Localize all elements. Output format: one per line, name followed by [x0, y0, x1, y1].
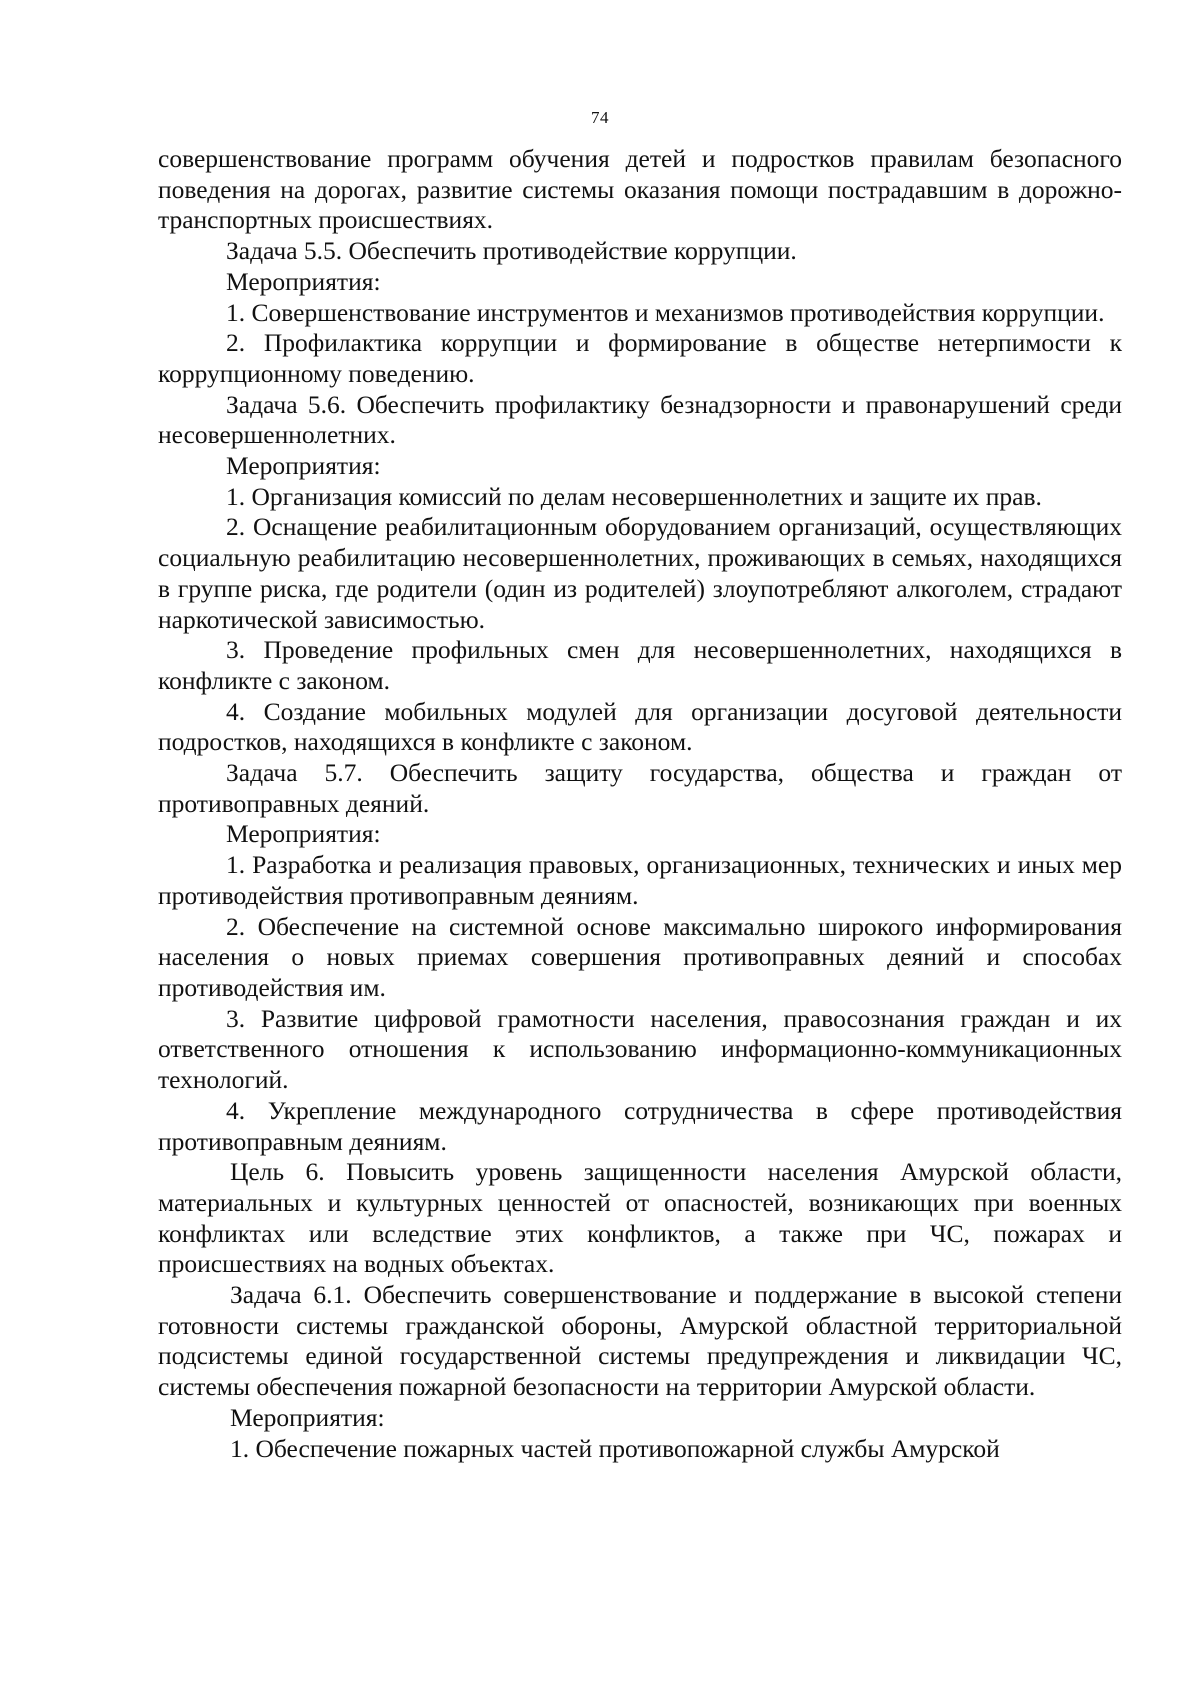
paragraph: 1. Обеспечение пожарных частей противопожарной службы Амурской [230, 1433, 1000, 1463]
document-body [158, 144, 1122, 1464]
paragraph: Задача 5.7. Обеспечить защиту государства, общества и граждан от противоправных деяний. [158, 758, 1122, 818]
paragraph: Мероприятия: [226, 451, 381, 481]
paragraph: 4. Создание мобильных модулей для организации досуговой деятельности подростков, находящихся в конфликте с законом. [158, 696, 1122, 757]
paragraph: Задача 6.1. Обеспечить совершенствование и поддержание в высокой степени готовности системы гражданской обороны, Амурской областной территориальной подсистемы единой государственной системы предупреждения и ликвидации ЧС, системы обеспечения пожарной безопасности на территории Амурской области. [158, 1280, 1122, 1402]
paragraph: 4. Укрепление международного сотрудничества в сфере противодействия противоправным деяниям. [158, 1095, 1122, 1156]
paragraph: 1. Организация комиссий по делам несовершеннолетних и защите их прав. [226, 481, 1042, 511]
paragraph: Мероприятия: [230, 1402, 385, 1432]
paragraph: Задача 5.5. Обеспечить противодействие коррупции. [226, 236, 797, 266]
paragraph: 2. Оснащение реабилитационным оборудованием организаций, осуществляющих социальную реабилитацию несовершеннолетних, проживающих в семьях, находящихся в группе риска, где родители (один из родителей) злоупотребляют алкоголем, страдают наркотической зависимостью. [158, 512, 1122, 634]
page-number: 74 [591, 108, 609, 127]
paragraph: Цель 6. Повысить уровень защищенности населения Амурской области, материальных и культурных ценностей от опасностей, возникающих при военных конфликтах или вследствие этих конфликтов, а также при ЧС, пожарах и происшествиях на водных объектах. [158, 1157, 1122, 1279]
paragraph: 2. Профилактика коррупции и формирование в обществе нетерпимости к коррупционному поведению. [158, 328, 1122, 388]
paragraph: 3. Проведение профильных смен для несовершеннолетних, находящихся в конфликте с законом. [158, 635, 1122, 695]
paragraph: Задача 5.6. Обеспечить профилактику безнадзорности и правонарушений среди несовершеннолетних. [158, 389, 1122, 450]
paragraph: 2. Обеспечение на системной основе максимально широкого информирования населения о новых приемах совершения противоправных деяний и способах противодействия им. [158, 911, 1122, 1002]
paragraph: 1. Совершенствование инструментов и механизмов противодействия коррупции. [226, 297, 1105, 327]
paragraph: совершенствование программ обучения детей и подростков правилам безопасного поведения на дорогах, развитие системы оказания помощи пострадавшим в дорожно-транспортных происшествиях. [158, 144, 1122, 235]
paragraph: Мероприятия: [226, 266, 381, 296]
paragraph: 1. Разработка и реализация правовых, организационных, технических и иных мер противодействия противоправным деяниям. [158, 850, 1122, 910]
paragraph: 3. Развитие цифровой грамотности населения, правосознания граждан и их ответственного отношения к использованию информационно-коммуникационных технологий. [158, 1003, 1122, 1095]
paragraph: Мероприятия: [226, 819, 381, 849]
